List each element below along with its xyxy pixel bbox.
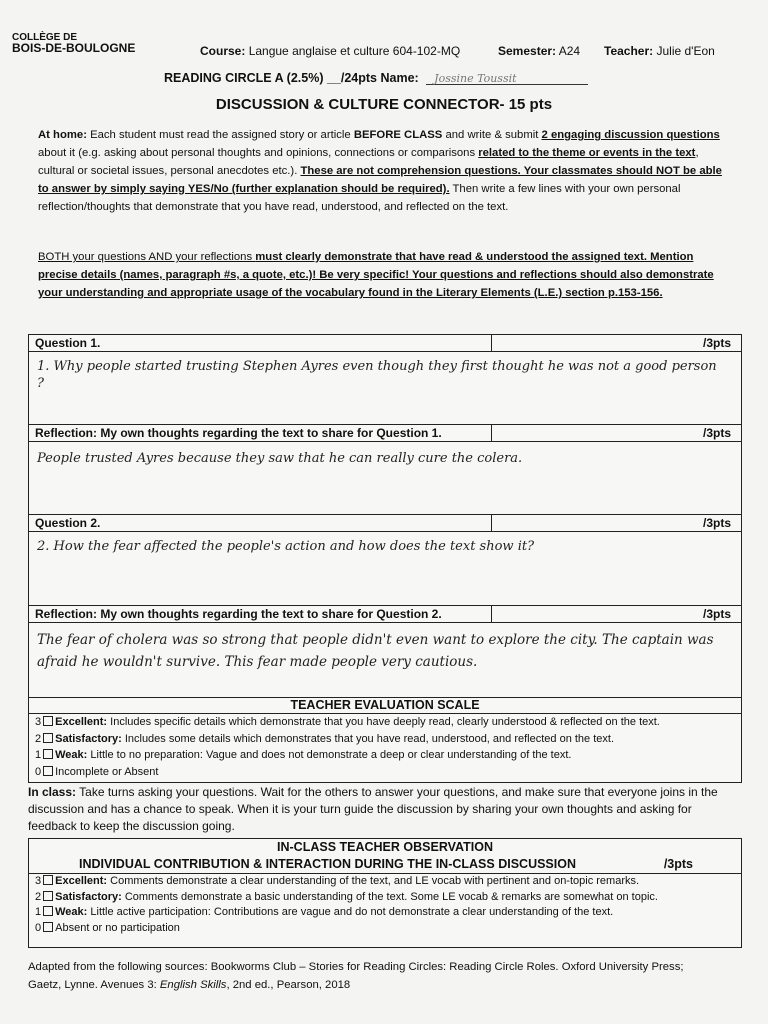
observation-item — [29, 890, 741, 906]
header-divider — [491, 606, 492, 622]
evaluation-item — [29, 747, 741, 764]
college-logo — [12, 32, 135, 54]
course-value: Langue anglaise et culture 604-102-MQ — [248, 44, 461, 58]
instr-text: , cultural or societal issues, personal anecdotes etc.). — [38, 147, 699, 177]
instr-text: Then write a few lines with your own personal reflection/thoughts that demonstrate that you have read, understood, and reflected on the text. — [38, 183, 681, 213]
question-1-answer: 1. Why people started trusting Stephen Ayres even though they first thought he was not a good person ? — [37, 359, 717, 391]
evaluation-item — [29, 731, 741, 748]
reflection-2-answer: The fear of cholera was so strong that people didn't even want to explore the city. The captain was afraid he wouldn't survive. This fear made people very cautious. — [37, 632, 714, 670]
in-class-text: Take turns asking your questions. Wait for the others to answer your questions, and make sure that everyone joins in the discussion and has a chance to speak. When it is your turn guide the discussion by sharing your own thoughts and asking for feedback to keep the discussion going. — [28, 785, 718, 833]
checkbox-icon[interactable] — [43, 716, 53, 726]
level-desc: Includes specific details which demonstrate that you have deeply read, clearly understood & reflected on the text. — [107, 716, 660, 728]
checkbox-icon[interactable] — [43, 922, 53, 932]
score-number: 0 — [35, 921, 42, 934]
instr-emph: must clearly demonstrate that have read & understood the assigned text. Mention precise details (names, paragraph #s, a quote, etc.)! Be very specific! Your questions and reflections should also demonstrate your understanding and appropriate usage of the vocabulary found in the Literary Elements (L.E.) section p.153-156. — [38, 251, 714, 299]
instr-emph: 2 engaging discussion questions — [541, 129, 720, 141]
level-label: Excellent: — [55, 875, 108, 887]
level-label: Satisfactory: — [55, 732, 122, 745]
checkbox-icon[interactable] — [43, 766, 53, 776]
semester-info — [498, 44, 580, 58]
score-number: 3 — [35, 875, 42, 887]
evaluation-title: TEACHER EVALUATION SCALE — [29, 698, 741, 714]
teacher-value: Julie d'Eon — [656, 44, 715, 58]
in-class-instructions — [28, 784, 740, 835]
instr-emph: BEFORE CLASS — [353, 129, 443, 141]
checkbox-icon[interactable] — [43, 906, 53, 916]
name-field[interactable] — [426, 70, 588, 85]
logo-line-1: COLLÈGE DE — [12, 32, 78, 43]
teacher-observation-box — [28, 838, 742, 948]
observation-title: IN-CLASS TEACHER OBSERVATION — [277, 840, 493, 854]
semester-value: A24 — [558, 44, 581, 58]
instr-text: Each student must read the assigned story or article — [86, 129, 354, 141]
score-number: 1 — [35, 906, 42, 918]
question-2-box[interactable] — [28, 514, 742, 608]
sources-book-title: English Skills — [159, 979, 227, 991]
score-number: 2 — [35, 890, 42, 903]
reflection-1-answer: People trusted Ayres because they saw that he can really cure the colera. — [37, 451, 523, 466]
observation-subtitle-text: INDIVIDUAL CONTRIBUTION & INTERACTION DURING THE IN-CLASS DISCUSSION — [79, 857, 576, 871]
level-desc: Comments demonstrate a basic understanding of the text. Some LE vocab & remarks are somewhat on topic. — [121, 890, 658, 903]
evaluation-item — [29, 714, 741, 731]
reading-circle-line — [164, 70, 588, 85]
observation-item — [29, 921, 741, 937]
score-number: 3 — [35, 716, 42, 728]
level-desc: Includes some details which demonstrates that you have read, understood, and reflected on the text. — [121, 732, 615, 745]
page-title: DISCUSSION & CULTURE CONNECTOR- 15 pts — [215, 96, 553, 113]
reflection-1-box[interactable] — [28, 424, 742, 516]
checkbox-icon[interactable] — [43, 875, 53, 885]
in-class-label: In class: — [28, 785, 77, 799]
level-label: Weak: — [55, 749, 88, 761]
question-2-answer: 2. How the fear affected the people's action and how does the text show it? — [37, 539, 535, 554]
level-desc: Little active participation: Contributions are vague and do not demonstrate a clear understanding of the text. — [87, 906, 614, 918]
score-number: 0 — [35, 765, 42, 778]
instr-text: BOTH your questions AND your reflections — [38, 251, 256, 263]
level-desc: Comments demonstrate a clear understanding of the text, and LE vocab with pertinent and on-topic remarks. — [107, 875, 640, 887]
question-2-points: /3pts — [702, 516, 731, 530]
checkbox-icon[interactable] — [43, 749, 53, 759]
question-1-label: Question 1. — [35, 336, 101, 350]
level-label: Excellent: — [55, 716, 108, 728]
sources-text: Gaetz, Lynne. Avenues 3: — [28, 979, 160, 991]
sources-note — [28, 958, 740, 994]
header-divider — [491, 425, 492, 441]
question-1-points: /3pts — [702, 336, 731, 350]
header-divider — [491, 515, 492, 531]
reflection-1-header — [29, 425, 741, 442]
teacher-label: Teacher: — [604, 44, 654, 58]
level-label: Weak: — [55, 906, 88, 918]
reflection-2-label: Reflection: My own thoughts regarding the text to share for Question 2. — [35, 607, 442, 621]
observation-points: /3pts — [663, 857, 693, 871]
course-label: Course: — [200, 44, 246, 58]
observation-item — [29, 905, 741, 921]
level-label: Incomplete or Absent — [55, 765, 159, 778]
reflection-1-points: /3pts — [702, 426, 731, 440]
checkbox-icon[interactable] — [43, 891, 53, 901]
logo-line-2: BOIS-DE-BOULOGNE — [12, 41, 136, 55]
teacher-evaluation-scale — [28, 697, 742, 783]
sources-line-2 — [28, 976, 740, 994]
evaluation-item — [29, 764, 741, 781]
question-1-header — [29, 335, 741, 352]
question-1-box[interactable] — [28, 334, 742, 428]
observation-subtitle — [29, 855, 741, 874]
instr-text: and write & submit — [442, 129, 542, 141]
level-desc: Little to no preparation: Vague and does not demonstrate a deep or clear understanding of the text. — [87, 749, 572, 761]
instr-emph: These are not comprehension questions. Your classmates should NOT be able to answer by simply saying YES/No (further explanation should be required). — [38, 165, 722, 195]
student-name: Jossine Toussit — [434, 72, 517, 85]
reflection-2-points: /3pts — [702, 607, 731, 621]
level-label: Satisfactory: — [55, 890, 122, 903]
question-2-header — [29, 515, 741, 532]
semester-label: Semester: — [498, 44, 557, 58]
header-divider — [491, 335, 492, 351]
question-2-label: Question 2. — [35, 516, 101, 530]
instr-emph: related to the theme or events in the text — [478, 147, 696, 159]
instr-text: about it (e.g. asking about personal thoughts and opinions, connections or comparisons — [38, 147, 479, 159]
reflection-1-label: Reflection: My own thoughts regarding the text to share for Question 1. — [35, 426, 442, 440]
observation-item — [29, 874, 741, 890]
reading-circle-label: READING CIRCLE A (2.5%) __/24pts Name: — [164, 71, 419, 85]
sources-text: , 2nd ed., Pearson, 2018 — [226, 979, 351, 991]
at-home-label: At home: — [38, 129, 87, 141]
teacher-info — [604, 44, 715, 58]
course-info — [200, 44, 460, 58]
reflection-2-box[interactable] — [28, 605, 742, 699]
score-number: 1 — [35, 749, 42, 761]
both-instructions — [38, 248, 728, 302]
checkbox-icon[interactable] — [43, 733, 53, 743]
level-label: Absent or no participation — [55, 921, 180, 934]
at-home-instructions — [38, 126, 728, 216]
score-number: 2 — [35, 732, 42, 745]
sources-line-1: Adapted from the following sources: Bookworms Club – Stories for Reading Circles: Reading Circle Roles. Oxford University Press; — [28, 961, 684, 973]
reflection-2-header — [29, 606, 741, 623]
